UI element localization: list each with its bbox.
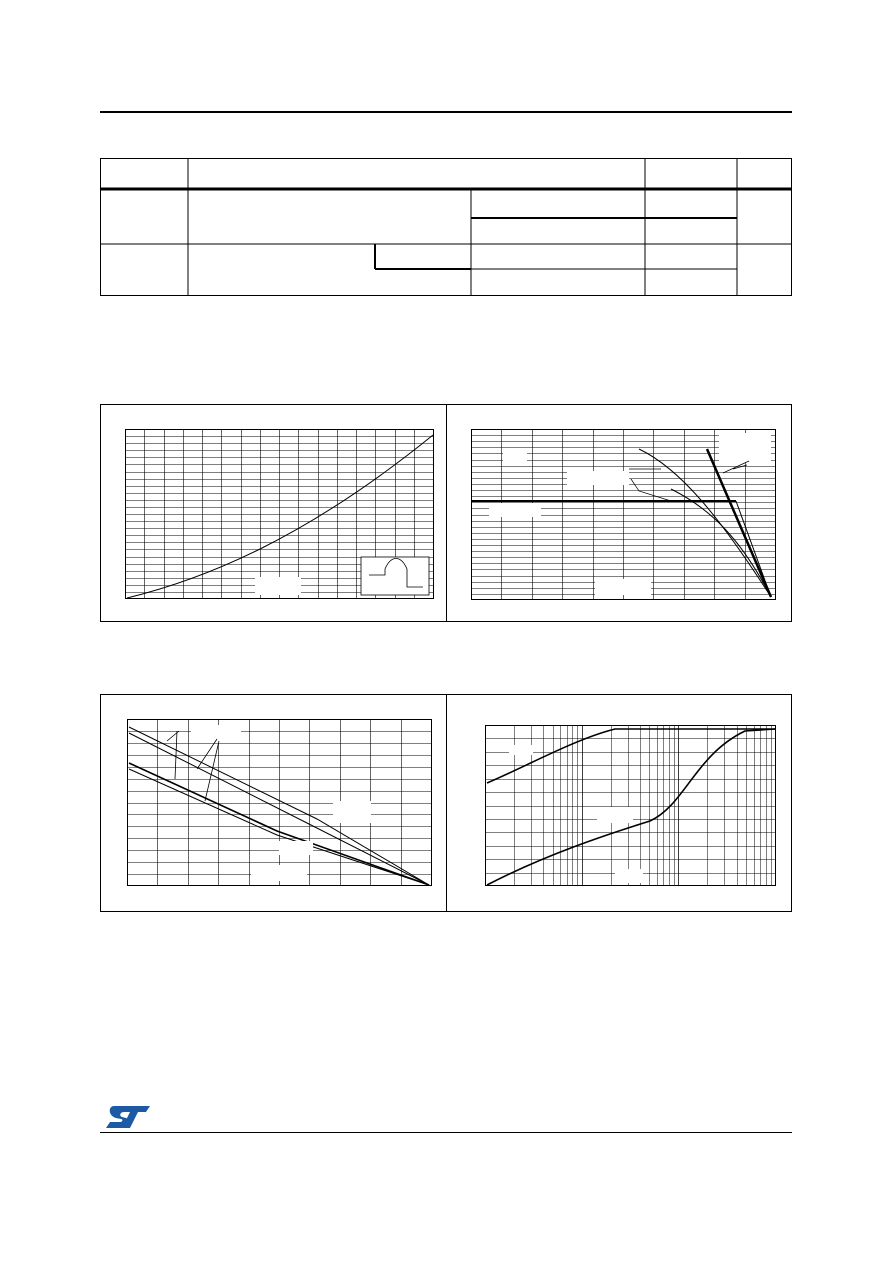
label-box [279,841,313,855]
header-rule [100,111,792,113]
ratings-table [100,158,792,296]
panel-divider [446,695,447,911]
label-box [719,433,771,463]
label-box [489,503,541,517]
figure-panel-row-2 [100,694,792,912]
series-a [639,449,771,597]
series-b [671,489,771,597]
chart-bottom-left [127,719,433,889]
label-box [509,745,533,755]
label-box [333,801,371,823]
label-box [255,577,301,595]
panel-divider [446,405,447,621]
label-box [503,451,527,463]
st-logo [104,1104,152,1130]
label-box [595,579,651,595]
series-c [707,449,771,597]
label-box [251,865,307,881]
label-box [615,869,643,883]
chart-top-right [471,429,777,601]
series-1 [129,727,429,885]
series-upper [487,729,775,783]
inset-waveform [361,557,429,595]
label-box [567,471,629,485]
figure-panel-row-1 [100,404,792,622]
chart-top-left [125,429,435,599]
label-box [597,807,633,823]
footer-rule [100,1132,792,1133]
chart-bottom-right [485,725,777,889]
